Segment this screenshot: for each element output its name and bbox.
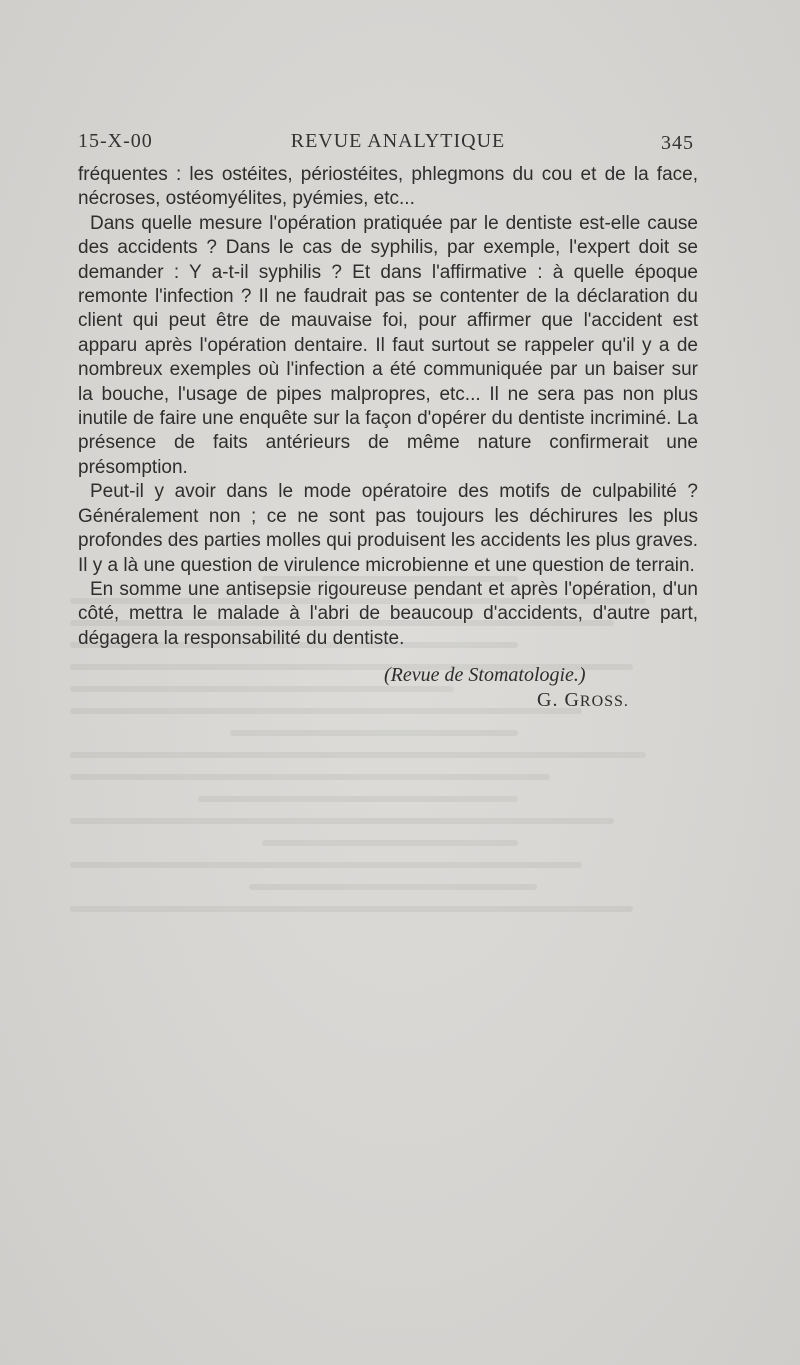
issue-date: 15-X-00 bbox=[78, 130, 153, 152]
author-initial: G. G bbox=[537, 689, 580, 711]
paragraph-2: Dans quelle mesure l'opération pratiquée par le dentiste est-elle cause des accidents ? Dans le cas de syphilis, par exemple, l'expert doit se demander : Y a-t-il syphilis ? Et dans l'affirmative : à quelle époque remonte l'infection ? Il ne faudrait pas se contenter de la déclaration du client qui peut être de mauvaise foi, pour affirmer que l'accident est apparu après l'opération dentaire. Il faut surtout se rappeler qu'il y a de nombreux exemples où l'infection a été communiquée par un baiser sur la bouche, l'usage de pipes malpropres, etc... Il ne sera pas non plus inutile de faire une enquête sur la façon d'opérer du dentiste incriminé. La présence de faits antérieurs de même nature confirmerait une présomption. bbox=[78, 212, 698, 478]
journal-section-title: REVUE ANALYTIQUE bbox=[290, 130, 506, 152]
author-surname-smallcaps: ROSS. bbox=[579, 693, 629, 710]
paragraph-1: fréquentes : les ostéites, périostéites, phlegmons du cou et de la face, nécroses, ostéomyélites, pyémies, etc... bbox=[78, 164, 698, 210]
paragraph-3: Peut-il y avoir dans le mode opératoire des motifs de culpabilité ? Généralement non ; ce ne sont pas toujours les déchirures les plus profondes des parties molles qui produisent les accidents les plus graves. Il y a là une question de virulence microbienne et une question de terrain. bbox=[78, 481, 698, 576]
page-number: 345 bbox=[661, 132, 694, 154]
source-citation: (Revue de Stomatologie.) bbox=[384, 664, 586, 686]
paragraph-4: En somme une antisepsie rigoureuse pendant et après l'opération, d'un côté, mettra le malade à l'abri de beaucoup d'accidents, d'autre part, dégagera la responsabilité du dentiste. bbox=[78, 578, 698, 649]
article-body bbox=[78, 163, 698, 651]
running-header bbox=[78, 130, 698, 158]
author-signature bbox=[537, 689, 629, 712]
